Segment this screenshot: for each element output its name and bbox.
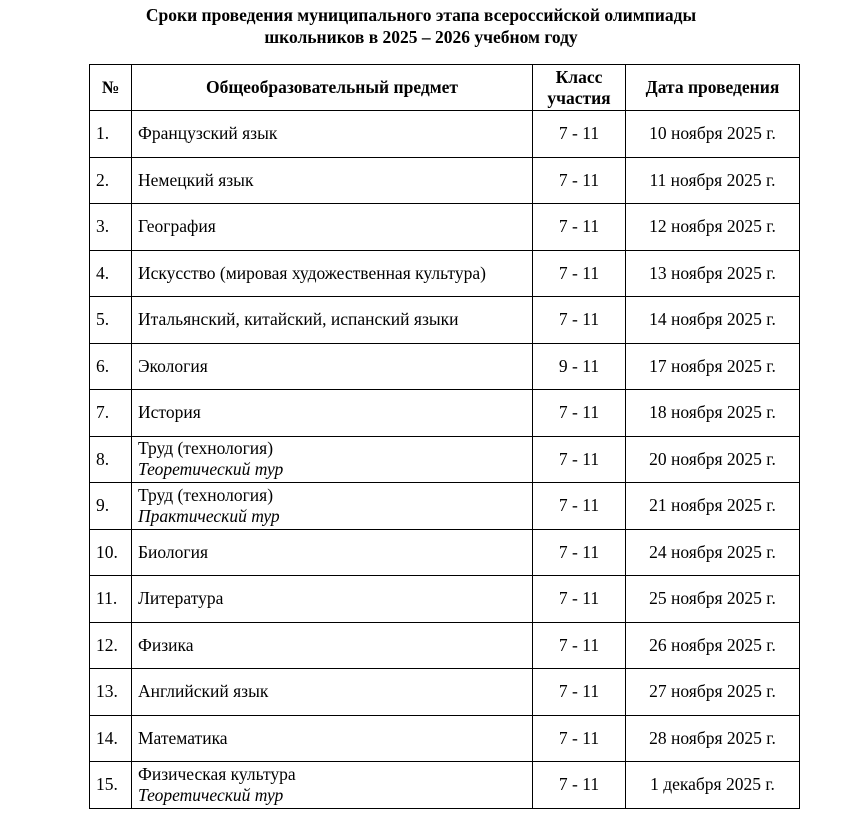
subject-name: Немецкий язык bbox=[138, 169, 254, 190]
row-subject bbox=[132, 297, 533, 344]
row-subject bbox=[132, 111, 533, 158]
title-line-1: Сроки проведения муниципального этапа всероссийской олимпиады bbox=[145, 5, 697, 25]
table-row bbox=[90, 390, 800, 437]
table-row bbox=[90, 622, 800, 669]
subject-name: Труд (технология) bbox=[138, 484, 274, 505]
table-row bbox=[90, 529, 800, 576]
table-row bbox=[90, 111, 800, 158]
row-date: 26 ноября 2025 г. bbox=[626, 622, 800, 669]
subject-name: Математика bbox=[138, 727, 228, 748]
subject-name: Французский язык bbox=[138, 123, 278, 144]
row-subject bbox=[132, 204, 533, 251]
subject-name: Искусство (мировая художественная культура) bbox=[138, 262, 486, 283]
subject-round: Теоретический тур bbox=[138, 784, 284, 805]
subject-name: География bbox=[138, 216, 216, 237]
olympiad-schedule-table bbox=[89, 64, 800, 809]
header-number: № bbox=[90, 65, 132, 111]
row-subject bbox=[132, 157, 533, 204]
header-class-line-1: Класс bbox=[555, 66, 603, 87]
row-number: 13. bbox=[90, 669, 132, 716]
table-row bbox=[90, 715, 800, 762]
header-class bbox=[533, 65, 626, 111]
row-number: 12. bbox=[90, 622, 132, 669]
row-number: 9. bbox=[90, 483, 132, 530]
row-subject bbox=[132, 436, 533, 483]
table-row bbox=[90, 297, 800, 344]
row-number: 11. bbox=[90, 576, 132, 623]
row-subject bbox=[132, 390, 533, 437]
title-line-2: школьников в 2025 – 2026 учебном году bbox=[264, 27, 578, 47]
row-date: 12 ноября 2025 г. bbox=[626, 204, 800, 251]
row-date: 14 ноября 2025 г. bbox=[626, 297, 800, 344]
row-class: 7 - 11 bbox=[533, 250, 626, 297]
row-class: 7 - 11 bbox=[533, 669, 626, 716]
header-class-line-2: участия bbox=[547, 87, 611, 108]
table-header-row bbox=[90, 65, 800, 111]
row-class: 7 - 11 bbox=[533, 390, 626, 437]
row-subject bbox=[132, 483, 533, 530]
table-row bbox=[90, 483, 800, 530]
row-date: 20 ноября 2025 г. bbox=[626, 436, 800, 483]
row-class: 9 - 11 bbox=[533, 343, 626, 390]
subject-name: Экология bbox=[138, 355, 208, 376]
row-date: 1 декабря 2025 г. bbox=[626, 762, 800, 809]
subject-name: История bbox=[138, 402, 201, 423]
subject-name: Литература bbox=[138, 588, 224, 609]
row-date: 25 ноября 2025 г. bbox=[626, 576, 800, 623]
row-subject bbox=[132, 250, 533, 297]
subject-name: Биология bbox=[138, 541, 209, 562]
subject-name: Итальянский, китайский, испанский языки bbox=[138, 309, 459, 330]
row-date: 24 ноября 2025 г. bbox=[626, 529, 800, 576]
row-subject bbox=[132, 529, 533, 576]
row-date: 27 ноября 2025 г. bbox=[626, 669, 800, 716]
subject-name: Физическая культура bbox=[138, 763, 296, 784]
subject-name: Физика bbox=[138, 634, 194, 655]
row-date: 10 ноября 2025 г. bbox=[626, 111, 800, 158]
row-subject bbox=[132, 762, 533, 809]
subject-round: Теоретический тур bbox=[138, 459, 284, 480]
row-date: 18 ноября 2025 г. bbox=[626, 390, 800, 437]
row-date: 13 ноября 2025 г. bbox=[626, 250, 800, 297]
row-number: 6. bbox=[90, 343, 132, 390]
table-row bbox=[90, 436, 800, 483]
table-row bbox=[90, 669, 800, 716]
row-number: 5. bbox=[90, 297, 132, 344]
table-row bbox=[90, 343, 800, 390]
document-title bbox=[0, 4, 842, 48]
row-class: 7 - 11 bbox=[533, 436, 626, 483]
row-subject bbox=[132, 343, 533, 390]
row-class: 7 - 11 bbox=[533, 622, 626, 669]
row-number: 15. bbox=[90, 762, 132, 809]
row-number: 14. bbox=[90, 715, 132, 762]
row-number: 8. bbox=[90, 436, 132, 483]
subject-name: Труд (технология) bbox=[138, 438, 274, 459]
row-number: 1. bbox=[90, 111, 132, 158]
row-date: 11 ноября 2025 г. bbox=[626, 157, 800, 204]
row-class: 7 - 11 bbox=[533, 762, 626, 809]
header-date: Дата проведения bbox=[626, 65, 800, 111]
row-date: 28 ноября 2025 г. bbox=[626, 715, 800, 762]
row-subject bbox=[132, 576, 533, 623]
row-class: 7 - 11 bbox=[533, 483, 626, 530]
row-class: 7 - 11 bbox=[533, 715, 626, 762]
row-date: 21 ноября 2025 г. bbox=[626, 483, 800, 530]
row-date: 17 ноября 2025 г. bbox=[626, 343, 800, 390]
subject-round: Практический тур bbox=[138, 505, 280, 526]
row-class: 7 - 11 bbox=[533, 111, 626, 158]
row-class: 7 - 11 bbox=[533, 529, 626, 576]
row-subject bbox=[132, 715, 533, 762]
row-class: 7 - 11 bbox=[533, 204, 626, 251]
row-subject bbox=[132, 669, 533, 716]
row-number: 7. bbox=[90, 390, 132, 437]
row-number: 10. bbox=[90, 529, 132, 576]
row-class: 7 - 11 bbox=[533, 157, 626, 204]
header-subject: Общеобразовательный предмет bbox=[132, 65, 533, 111]
row-number: 3. bbox=[90, 204, 132, 251]
row-class: 7 - 11 bbox=[533, 297, 626, 344]
row-class: 7 - 11 bbox=[533, 576, 626, 623]
table-row bbox=[90, 204, 800, 251]
row-number: 2. bbox=[90, 157, 132, 204]
table-row bbox=[90, 157, 800, 204]
subject-name: Английский язык bbox=[138, 681, 269, 702]
table-row bbox=[90, 576, 800, 623]
row-subject bbox=[132, 622, 533, 669]
row-number: 4. bbox=[90, 250, 132, 297]
table-row bbox=[90, 250, 800, 297]
table-row bbox=[90, 762, 800, 809]
